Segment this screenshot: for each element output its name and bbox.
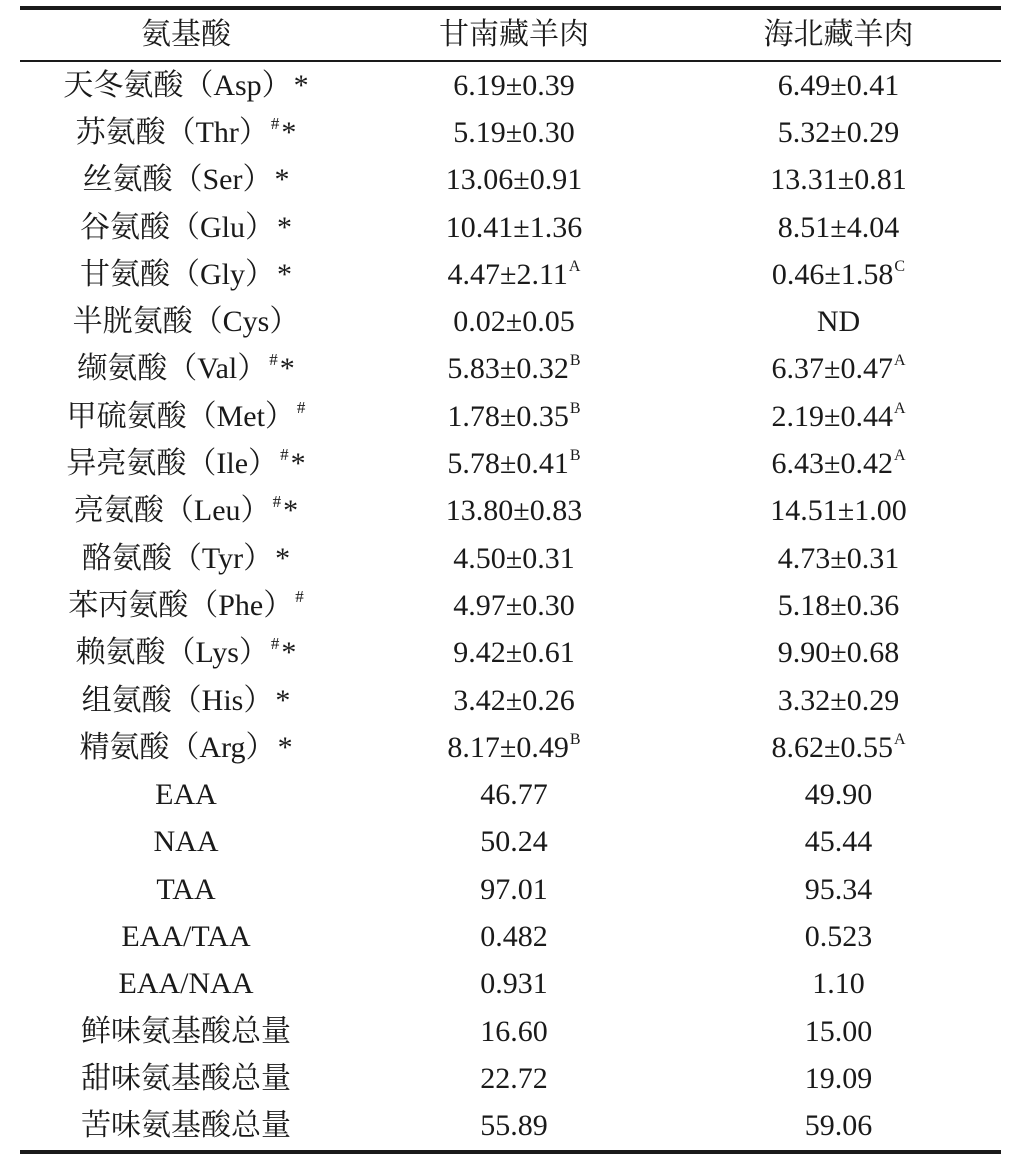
- table-row: [20, 1055, 1001, 1102]
- gannan-value-cell: [352, 969, 676, 999]
- amino-acid-name-cell: [20, 445, 352, 481]
- haibei-value-cell: [676, 919, 1001, 953]
- gannan-value-cell: [352, 496, 676, 526]
- table-row: [20, 251, 1001, 298]
- haibei-value: 15.00: [804, 1014, 873, 1048]
- gannan-value: 5.19±0.30: [453, 115, 575, 149]
- essential-mark: #: [270, 113, 280, 133]
- table-row: [20, 913, 1001, 960]
- amino-acid-name-cell: [20, 827, 352, 857]
- amino-acid-name: 丝氨酸（Ser）: [82, 163, 273, 197]
- gannan-value-cell: [352, 780, 676, 810]
- gannan-value-cell: [352, 449, 676, 479]
- haibei-value: 5.18±0.36: [777, 588, 900, 622]
- gannan-value-cell: [352, 872, 676, 906]
- amino-acid-name: 亮氨酸（Leu）: [73, 494, 271, 528]
- significance-letter: B: [569, 447, 581, 465]
- amino-acid-name: EAA/TAA: [121, 919, 251, 953]
- haibei-value: 5.32±0.29: [777, 115, 900, 149]
- haibei-value-cell: [676, 969, 1001, 999]
- significance-letter: B: [569, 730, 581, 748]
- significance-letter: A: [893, 447, 906, 465]
- table-row: [20, 1103, 1001, 1150]
- star-mark: *: [277, 257, 292, 291]
- significance-letter: A: [893, 352, 906, 370]
- essential-mark: #: [269, 350, 278, 370]
- gannan-value: 10.41±1.36: [445, 210, 583, 244]
- table-row: [20, 346, 1001, 393]
- haibei-value: 19.09: [804, 1061, 873, 1095]
- amino-acid-name: 甘氨酸（Gly）: [80, 257, 275, 291]
- haibei-value-cell: [676, 638, 1001, 668]
- amino-acid-name: 甜味氨基酸总量: [81, 1061, 291, 1095]
- amino-acid-name: 赖氨酸（Lys）: [75, 636, 269, 670]
- haibei-value-cell: [676, 68, 1001, 102]
- amino-acid-name: 天冬氨酸（Asp）: [63, 68, 292, 102]
- amino-acid-name: 苯丙氨酸（Phe）: [68, 588, 294, 622]
- gannan-value-cell: [352, 1061, 676, 1095]
- gannan-value: 6.19±0.39: [453, 68, 575, 102]
- table-row: [20, 819, 1001, 866]
- haibei-value: 14.51±1.00: [770, 494, 907, 528]
- haibei-value-cell: [676, 354, 1001, 384]
- amino-acid-name-cell: [20, 210, 352, 244]
- haibei-value: 95.34: [804, 872, 873, 906]
- haibei-value-cell: [676, 730, 1001, 764]
- table-row: [20, 677, 1001, 724]
- table-row: [20, 582, 1001, 629]
- gannan-value: 0.482: [480, 919, 548, 953]
- amino-acid-name: EAA: [155, 778, 217, 812]
- amino-acid-name: 组氨酸（His）: [81, 683, 274, 717]
- table-bottom-rule: [20, 1150, 1001, 1154]
- gannan-value: 55.89: [480, 1109, 548, 1143]
- haibei-value-cell: [676, 307, 1001, 337]
- star-mark: *: [293, 68, 309, 102]
- gannan-value: 22.72: [480, 1061, 548, 1095]
- amino-acid-name: TAA: [156, 872, 216, 906]
- amino-acid-name-cell: [20, 634, 352, 670]
- amino-acid-name-cell: [20, 730, 352, 764]
- table-row: [20, 961, 1001, 1008]
- amino-acid-name-cell: [20, 68, 352, 102]
- table-row: [20, 62, 1001, 109]
- header-gannan: 甘南藏羊肉: [439, 18, 589, 51]
- gannan-value: 3.42±0.26: [453, 683, 575, 717]
- gannan-value-cell: [352, 115, 676, 149]
- gannan-value-cell: [352, 588, 676, 622]
- haibei-value-cell: [676, 872, 1001, 906]
- amino-acid-name-cell: [20, 541, 352, 575]
- gannan-value-cell: [352, 683, 676, 717]
- table-row: [20, 535, 1001, 582]
- essential-mark: #: [295, 586, 304, 606]
- gannan-value: 8.17±0.49: [447, 730, 569, 764]
- haibei-value: 4.73±0.31: [777, 541, 900, 575]
- star-mark: *: [281, 636, 297, 670]
- haibei-value-cell: [676, 496, 1001, 526]
- gannan-value-cell: [352, 354, 676, 384]
- star-mark: *: [275, 683, 291, 717]
- gannan-value-cell: [352, 827, 676, 857]
- haibei-value: 8.62±0.55: [771, 730, 893, 764]
- amino-acid-name: 异亮氨酸（Ile）: [66, 447, 279, 481]
- essential-mark: #: [272, 492, 282, 512]
- amino-acid-name-cell: [20, 586, 352, 622]
- significance-letter: C: [894, 257, 906, 275]
- haibei-value: 45.44: [804, 825, 873, 859]
- amino-acid-name-cell: [20, 919, 352, 953]
- table-header-row: [20, 10, 1001, 60]
- amino-acid-name-cell: [20, 113, 352, 149]
- gannan-value: 0.02±0.05: [453, 305, 575, 339]
- amino-acid-table: [20, 6, 1001, 1154]
- haibei-value: 2.19±0.44: [771, 399, 893, 433]
- amino-acid-name-cell: [20, 492, 352, 528]
- gannan-value-cell: [352, 210, 676, 244]
- star-mark: *: [279, 352, 295, 386]
- essential-mark: #: [280, 445, 289, 465]
- haibei-value: 49.90: [804, 778, 873, 812]
- gannan-value: 9.42±0.61: [453, 636, 575, 670]
- haibei-value-cell: [676, 683, 1001, 717]
- essential-mark: #: [270, 634, 280, 654]
- star-mark: *: [283, 494, 299, 528]
- amino-acid-name-cell: [20, 1111, 352, 1141]
- gannan-value-cell: [352, 1111, 676, 1141]
- table-row: [20, 109, 1001, 156]
- haibei-value: 6.37±0.47: [771, 352, 893, 386]
- haibei-value-cell: [676, 165, 1001, 195]
- gannan-value-cell: [352, 165, 676, 195]
- amino-acid-name: 苦味氨基酸总量: [81, 1109, 291, 1143]
- table-row: [20, 866, 1001, 913]
- haibei-value-cell: [676, 115, 1001, 149]
- gannan-value: 4.47±2.11: [447, 257, 568, 291]
- amino-acid-name-cell: [20, 165, 352, 195]
- gannan-value-cell: [352, 919, 676, 953]
- amino-acid-name-cell: [20, 683, 352, 717]
- significance-letter: A: [893, 730, 906, 748]
- gannan-value-cell: [352, 541, 676, 575]
- gannan-value-cell: [352, 68, 676, 102]
- gannan-value-cell: [352, 307, 676, 337]
- table-body: [20, 62, 1001, 1150]
- table-row: [20, 724, 1001, 771]
- haibei-value-cell: [676, 780, 1001, 810]
- header-haibei: 海北藏羊肉: [763, 18, 914, 51]
- haibei-value-cell: [676, 1014, 1001, 1048]
- haibei-value: 6.43±0.42: [771, 447, 893, 481]
- gannan-value: 5.83±0.32: [447, 352, 569, 386]
- star-mark: *: [277, 210, 292, 244]
- star-mark: *: [290, 447, 306, 481]
- amino-acid-name-cell: [20, 397, 352, 433]
- haibei-value: ND: [816, 305, 861, 339]
- amino-acid-name: EAA/NAA: [118, 967, 254, 1001]
- amino-acid-name-cell: [20, 780, 352, 810]
- gannan-value: 97.01: [480, 872, 548, 906]
- star-mark: *: [274, 163, 290, 197]
- table-row: [20, 298, 1001, 345]
- star-mark: *: [275, 541, 291, 575]
- amino-acid-name: 缬氨酸（Val）: [77, 352, 268, 386]
- haibei-value: 1.10: [812, 967, 865, 1001]
- haibei-value: 0.46±1.58: [771, 257, 894, 291]
- table-row: [20, 157, 1001, 204]
- amino-acid-name: 苏氨酸（Thr）: [75, 115, 269, 149]
- haibei-value-cell: [676, 541, 1001, 575]
- table-row: [20, 440, 1001, 487]
- gannan-value-cell: [352, 638, 676, 668]
- haibei-value: 9.90±0.68: [777, 636, 900, 670]
- amino-acid-name-cell: [20, 1061, 352, 1095]
- gannan-value: 0.931: [480, 967, 548, 1001]
- amino-acid-name: 鲜味氨基酸总量: [81, 1014, 291, 1048]
- haibei-value-cell: [676, 257, 1001, 291]
- haibei-value: 0.523: [804, 919, 873, 953]
- gannan-value: 16.60: [480, 1014, 548, 1048]
- significance-letter: B: [569, 399, 581, 417]
- amino-acid-name-cell: [20, 969, 352, 999]
- header-amino-acid: 氨基酸: [141, 18, 231, 51]
- haibei-value: 59.06: [804, 1109, 873, 1143]
- significance-letter: B: [569, 352, 581, 370]
- haibei-value: 8.51±4.04: [777, 210, 900, 244]
- table-row: [20, 488, 1001, 535]
- gannan-value-cell: [352, 399, 676, 433]
- haibei-value-cell: [676, 449, 1001, 479]
- significance-letter: A: [893, 399, 906, 417]
- haibei-value-cell: [676, 827, 1001, 857]
- haibei-value-cell: [676, 588, 1001, 622]
- haibei-value-cell: [676, 1061, 1001, 1095]
- table-row: [20, 1008, 1001, 1055]
- amino-acid-name: 甲硫氨酸（Met）: [66, 399, 295, 433]
- amino-acid-name-cell: [20, 1014, 352, 1048]
- amino-acid-name: 酪氨酸（Tyr）: [81, 541, 274, 575]
- amino-acid-name-cell: [20, 257, 352, 291]
- haibei-value: 13.31±0.81: [770, 163, 907, 197]
- significance-letter: A: [568, 257, 581, 275]
- haibei-value-cell: [676, 210, 1001, 244]
- haibei-value-cell: [676, 399, 1001, 433]
- haibei-value: 6.49±0.41: [777, 68, 900, 102]
- amino-acid-name: NAA: [153, 825, 219, 859]
- table-row: [20, 630, 1001, 677]
- haibei-value-cell: [676, 1111, 1001, 1141]
- gannan-value: 13.06±0.91: [445, 163, 583, 197]
- star-mark: *: [281, 115, 297, 149]
- haibei-value: 3.32±0.29: [777, 683, 900, 717]
- gannan-value: 50.24: [480, 825, 548, 859]
- amino-acid-name-cell: [20, 872, 352, 906]
- gannan-value: 46.77: [480, 778, 548, 812]
- table-row: [20, 204, 1001, 251]
- gannan-value: 4.50±0.31: [453, 541, 575, 575]
- essential-mark: #: [296, 397, 306, 417]
- amino-acid-name-cell: [20, 350, 352, 386]
- gannan-value: 5.78±0.41: [447, 447, 569, 481]
- amino-acid-name: 精氨酸（Arg）: [79, 730, 276, 764]
- gannan-value: 1.78±0.35: [447, 399, 569, 433]
- gannan-value-cell: [352, 1014, 676, 1048]
- gannan-value-cell: [352, 257, 676, 291]
- table-row: [20, 393, 1001, 440]
- star-mark: *: [277, 730, 293, 764]
- table-row: [20, 771, 1001, 818]
- amino-acid-name-cell: [20, 307, 352, 337]
- amino-acid-name: 半胱氨酸（Cys）: [72, 305, 300, 339]
- gannan-value: 4.97±0.30: [453, 588, 575, 622]
- amino-acid-name: 谷氨酸（Glu）: [80, 210, 275, 244]
- gannan-value-cell: [352, 730, 676, 764]
- gannan-value: 13.80±0.83: [445, 494, 583, 528]
